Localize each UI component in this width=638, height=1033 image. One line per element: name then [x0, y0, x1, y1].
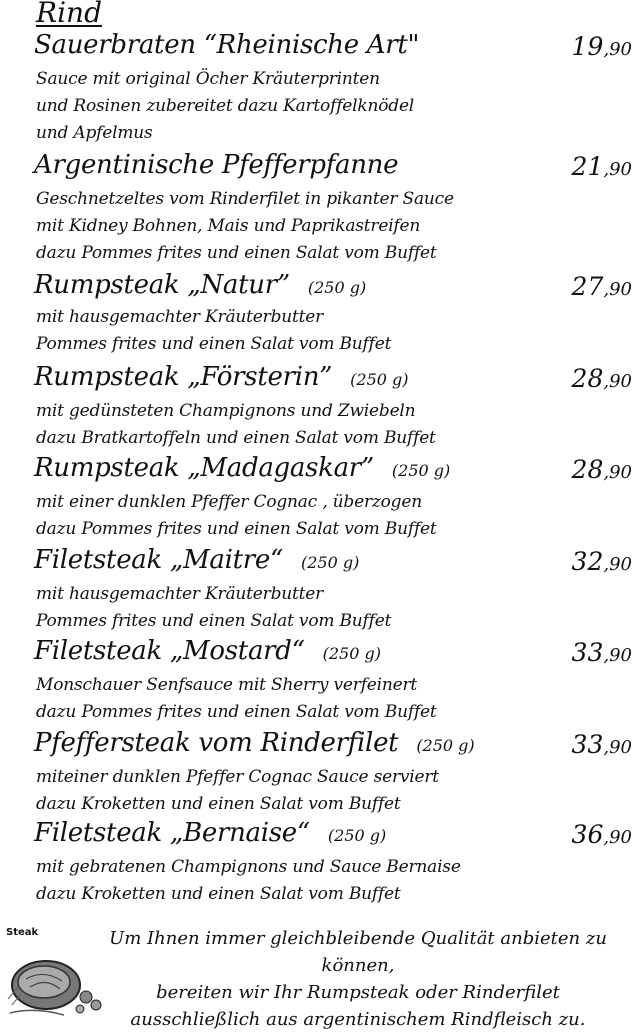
item-description [36, 489, 437, 543]
item-title [34, 30, 419, 60]
item-description [36, 398, 436, 452]
description-line: Sauce mit original Öcher Kräuterprinten [36, 69, 380, 89]
item-description [36, 304, 391, 358]
item-weight: (250 g) [300, 553, 360, 572]
item-name: Pfeffersteak vom Rinderfilet [34, 728, 399, 758]
item-title [34, 270, 366, 300]
item-weight: (250 g) [391, 461, 451, 480]
section-heading: Rind [36, 0, 102, 29]
price-cents: ,90 [603, 39, 632, 60]
footer-note [78, 925, 638, 1033]
description-line: mit Kidney Bohnen, Mais und Paprikastreifen [36, 216, 421, 236]
price-main: 27 [571, 272, 604, 301]
price-cents: ,90 [603, 371, 632, 392]
price-main: 33 [571, 638, 604, 667]
description-line: dazu Bratkartoffeln und einen Salat vom Buffet [36, 428, 436, 448]
item-price [572, 547, 632, 576]
price-main: 28 [571, 455, 604, 484]
price-cents: ,90 [603, 462, 632, 483]
description-line: Monschauer Senfsauce mit Sherry verfeinert [36, 675, 418, 695]
item-price [572, 272, 632, 301]
item-title [34, 453, 450, 483]
description-line: Pommes frites und einen Salat vom Buffet [36, 334, 392, 354]
price-main: 21 [571, 152, 604, 181]
description-line: Geschnetzeltes vom Rinderfilet in pikanter Sauce [36, 189, 454, 209]
item-price [572, 638, 632, 667]
footer-line: Um Ihnen immer gleichbleibende Qualität anbieten zu können, [109, 928, 607, 976]
item-description [36, 854, 461, 908]
description-line: Pommes frites und einen Salat vom Buffet [36, 611, 392, 631]
item-description [36, 672, 437, 726]
description-line: mit gedünsteten Champignons und Zwiebeln [36, 401, 416, 421]
item-title [34, 728, 475, 758]
price-main: 32 [571, 547, 604, 576]
item-description [36, 764, 439, 818]
description-line: dazu Kroketten und einen Salat vom Buffet [36, 794, 401, 814]
description-line: mit hausgemachter Kräuterbutter [36, 307, 324, 327]
footer-line: ausschließlich aus argentinischem Rindfleisch zu. [130, 1009, 586, 1030]
item-title [34, 545, 359, 575]
item-title [34, 636, 381, 666]
item-weight: (250 g) [416, 736, 475, 755]
description-line: und Rosinen zubereitet dazu Kartoffelknödel [36, 96, 415, 116]
item-price [572, 455, 632, 484]
item-name: Filetsteak „Maitre“ [34, 545, 283, 575]
description-line: dazu Kroketten und einen Salat vom Buffet [36, 884, 401, 904]
item-title [34, 818, 386, 848]
item-name: Sauerbraten “Rheinische Art" [34, 30, 420, 60]
item-name: Rumpsteak „Natur” [34, 270, 290, 300]
footer-line: bereiten wir Ihr Rumpsteak oder Rinderfilet [156, 982, 560, 1003]
price-cents: ,90 [603, 827, 632, 848]
item-price [572, 152, 632, 181]
item-weight: (250 g) [322, 644, 381, 663]
price-cents: ,90 [603, 737, 632, 758]
item-name: Argentinische Pfefferpfanne [34, 150, 399, 180]
item-title [34, 362, 409, 392]
steak-logo-label: Steak [6, 927, 39, 938]
description-line: mit gebratenen Champignons und Sauce Bernaise [36, 857, 461, 877]
item-description [36, 581, 391, 635]
description-line: dazu Pommes frites und einen Salat vom Buffet [36, 702, 437, 722]
description-line: mit hausgemachter Kräuterbutter [36, 584, 324, 604]
item-price [572, 820, 632, 849]
price-main: 33 [571, 730, 604, 759]
item-name: Rumpsteak „Försterin” [34, 362, 333, 392]
item-name: Filetsteak „Mostard“ [34, 636, 305, 666]
item-description [36, 66, 414, 147]
price-cents: ,90 [603, 159, 632, 180]
description-line: dazu Pommes frites und einen Salat vom Buffet [36, 519, 437, 539]
item-description [36, 186, 454, 267]
price-main: 19 [571, 32, 604, 61]
description-line: dazu Pommes frites und einen Salat vom Buffet [36, 243, 437, 263]
item-price [572, 730, 632, 759]
description-line: mit einer dunklen Pfeffer Cognac ‚ überzogen [36, 492, 422, 512]
price-cents: ,90 [603, 645, 632, 666]
price-main: 28 [571, 364, 604, 393]
item-name: Filetsteak „Bernaise“ [34, 818, 310, 848]
item-title [34, 150, 398, 180]
description-line: und Apfelmus [36, 123, 153, 143]
item-weight: (250 g) [307, 278, 367, 297]
price-cents: ,90 [603, 279, 632, 300]
item-price [572, 32, 632, 61]
item-weight: (250 g) [350, 370, 409, 389]
item-name: Rumpsteak „Madagaskar” [34, 453, 374, 483]
price-cents: ,90 [603, 554, 632, 575]
price-main: 36 [571, 820, 604, 849]
description-line: miteiner dunklen Pfeffer Cognac Sauce serviert [36, 767, 439, 787]
item-price [572, 364, 632, 393]
item-weight: (250 g) [327, 826, 387, 845]
